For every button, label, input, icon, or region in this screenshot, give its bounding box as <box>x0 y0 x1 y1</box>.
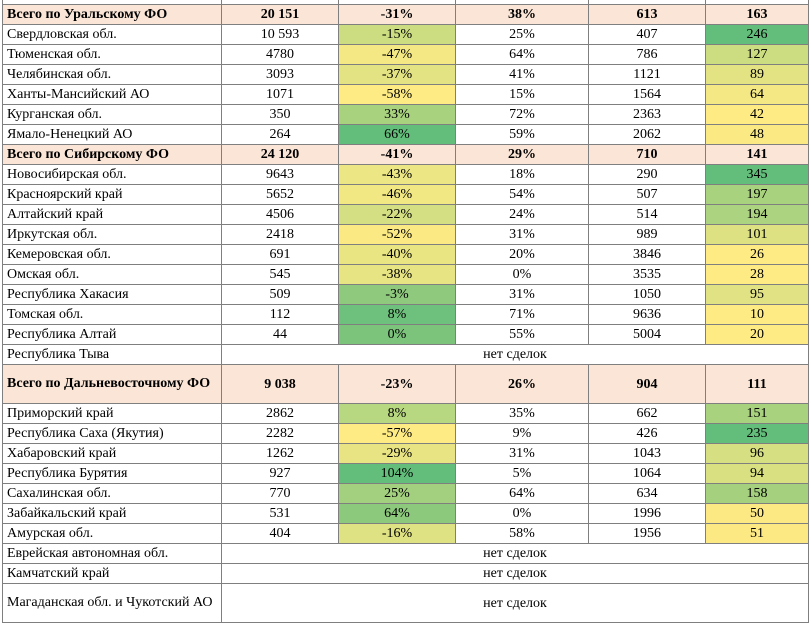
value-cell-col3: 33% <box>339 105 456 125</box>
value-cell-col2: 691 <box>222 245 339 265</box>
value-cell-col3: -40% <box>339 245 456 265</box>
value-cell-col2: 9643 <box>222 165 339 185</box>
value-cell-col3: 25% <box>339 484 456 504</box>
value-cell-col5: 9636 <box>589 305 706 325</box>
value-cell-col5: 786 <box>589 45 706 65</box>
region-name-cell: Сахалинская обл. <box>3 484 222 504</box>
value-cell-col3: 104% <box>339 464 456 484</box>
region-row <box>3 504 809 524</box>
value-cell-col4: 31% <box>456 225 589 245</box>
region-row <box>3 265 809 285</box>
region-name-cell: Республика Алтай <box>3 325 222 345</box>
value-cell-col4: 59% <box>456 125 589 145</box>
region-name-cell: Магаданская обл. и Чукотский АО <box>3 584 222 623</box>
table-body <box>3 0 809 623</box>
region-name-cell: Всего по Уральскому ФО <box>3 5 222 25</box>
value-cell-col4: 64% <box>456 484 589 504</box>
value-cell-col4: 72% <box>456 105 589 125</box>
value-cell-col6: 42 <box>706 105 809 125</box>
region-name-cell: Республика Бурятия <box>3 464 222 484</box>
value-cell-col5: 3846 <box>589 245 706 265</box>
value-cell-col2: 20 151 <box>222 5 339 25</box>
value-cell-col4: 25% <box>456 25 589 45</box>
value-cell-col3: -37% <box>339 65 456 85</box>
value-cell-col5: 290 <box>589 165 706 185</box>
value-cell-col2: 264 <box>222 125 339 145</box>
value-cell-col2: 509 <box>222 285 339 305</box>
value-cell-col5: 1121 <box>589 65 706 85</box>
region-name-cell: Республика Хакасия <box>3 285 222 305</box>
region-row <box>3 524 809 544</box>
value-cell-col5: 662 <box>589 404 706 424</box>
value-cell-col6: 141 <box>706 145 809 165</box>
value-cell-col2: 1262 <box>222 444 339 464</box>
value-cell-col3: -38% <box>339 265 456 285</box>
region-name-cell: Амурская обл. <box>3 524 222 544</box>
district-total-row <box>3 145 809 165</box>
value-cell-col2: 770 <box>222 484 339 504</box>
value-cell-col3: 66% <box>339 125 456 145</box>
value-cell-col4: 64% <box>456 45 589 65</box>
region-name-cell: Новосибирская обл. <box>3 165 222 185</box>
region-row <box>3 404 809 424</box>
value-cell-col3: -22% <box>339 205 456 225</box>
value-cell-col4: 38% <box>456 5 589 25</box>
region-row <box>3 105 809 125</box>
value-cell-col5: 710 <box>589 145 706 165</box>
value-cell-col2: 9 038 <box>222 365 339 404</box>
value-cell-col5: 507 <box>589 185 706 205</box>
region-name-cell: Ханты-Мансийский АО <box>3 85 222 105</box>
value-cell-col6: 96 <box>706 444 809 464</box>
region-row <box>3 205 809 225</box>
value-cell-col5: 1564 <box>589 85 706 105</box>
value-cell-col6: 89 <box>706 65 809 85</box>
region-name-cell: Свердловская обл. <box>3 25 222 45</box>
value-cell-col5: 3535 <box>589 265 706 285</box>
value-cell-col2: 10 593 <box>222 25 339 45</box>
region-row <box>3 85 809 105</box>
value-cell-col3: -16% <box>339 524 456 544</box>
no-deals-cell: нет сделок <box>222 544 809 564</box>
value-cell-col4: 31% <box>456 444 589 464</box>
value-cell-col5: 5004 <box>589 325 706 345</box>
value-cell-col6: 163 <box>706 5 809 25</box>
region-name-cell: Томская обл. <box>3 305 222 325</box>
value-cell-col6: 48 <box>706 125 809 145</box>
value-cell-col3: 64% <box>339 504 456 524</box>
value-cell-col3: -3% <box>339 285 456 305</box>
region-row <box>3 424 809 444</box>
region-row <box>3 305 809 325</box>
value-cell-col3: -43% <box>339 165 456 185</box>
value-cell-col5: 989 <box>589 225 706 245</box>
region-no-deals-row <box>3 345 809 365</box>
region-name-cell: Красноярский край <box>3 185 222 205</box>
value-cell-col5: 1996 <box>589 504 706 524</box>
region-row <box>3 484 809 504</box>
value-cell-col4: 26% <box>456 365 589 404</box>
value-cell-col4: 9% <box>456 424 589 444</box>
region-row <box>3 185 809 205</box>
value-cell-col2: 2282 <box>222 424 339 444</box>
region-row <box>3 325 809 345</box>
region-row <box>3 285 809 305</box>
value-cell-col6: 28 <box>706 265 809 285</box>
value-cell-col6: 51 <box>706 524 809 544</box>
value-cell-col4: 55% <box>456 325 589 345</box>
value-cell-col6: 64 <box>706 85 809 105</box>
value-cell-col2: 5652 <box>222 185 339 205</box>
region-name-cell: Курганская обл. <box>3 105 222 125</box>
region-row <box>3 45 809 65</box>
value-cell-col6: 111 <box>706 365 809 404</box>
value-cell-col3: -57% <box>339 424 456 444</box>
value-cell-col2: 4506 <box>222 205 339 225</box>
region-no-deals-row <box>3 584 809 623</box>
region-name-cell: Забайкальский край <box>3 504 222 524</box>
value-cell-col5: 2363 <box>589 105 706 125</box>
value-cell-col2: 1071 <box>222 85 339 105</box>
value-cell-col6: 127 <box>706 45 809 65</box>
district-total-row <box>3 365 809 404</box>
region-name-cell: Иркутская обл. <box>3 225 222 245</box>
no-deals-cell: нет сделок <box>222 564 809 584</box>
value-cell-col4: 0% <box>456 504 589 524</box>
value-cell-col6: 20 <box>706 325 809 345</box>
value-cell-col3: 8% <box>339 305 456 325</box>
value-cell-col6: 26 <box>706 245 809 265</box>
value-cell-col3: -46% <box>339 185 456 205</box>
value-cell-col6: 95 <box>706 285 809 305</box>
region-row <box>3 444 809 464</box>
no-deals-cell: нет сделок <box>222 345 809 365</box>
value-cell-col3: -52% <box>339 225 456 245</box>
value-cell-col6: 345 <box>706 165 809 185</box>
value-cell-col4: 58% <box>456 524 589 544</box>
value-cell-col5: 634 <box>589 484 706 504</box>
value-cell-col3: -31% <box>339 5 456 25</box>
value-cell-col3: 8% <box>339 404 456 424</box>
value-cell-col4: 41% <box>456 65 589 85</box>
region-name-cell: Приморский край <box>3 404 222 424</box>
region-no-deals-row <box>3 564 809 584</box>
value-cell-col5: 1956 <box>589 524 706 544</box>
value-cell-col2: 2418 <box>222 225 339 245</box>
region-name-cell: Хабаровский край <box>3 444 222 464</box>
region-row <box>3 245 809 265</box>
value-cell-col3: -47% <box>339 45 456 65</box>
value-cell-col4: 29% <box>456 145 589 165</box>
value-cell-col2: 3093 <box>222 65 339 85</box>
value-cell-col5: 613 <box>589 5 706 25</box>
value-cell-col2: 24 120 <box>222 145 339 165</box>
region-name-cell: Челябинская обл. <box>3 65 222 85</box>
value-cell-col4: 5% <box>456 464 589 484</box>
value-cell-col3: -23% <box>339 365 456 404</box>
region-name-cell: Еврейская автономная обл. <box>3 544 222 564</box>
value-cell-col6: 158 <box>706 484 809 504</box>
region-no-deals-row <box>3 544 809 564</box>
region-name-cell: Республика Тыва <box>3 345 222 365</box>
value-cell-col2: 927 <box>222 464 339 484</box>
value-cell-col4: 18% <box>456 165 589 185</box>
value-cell-col5: 904 <box>589 365 706 404</box>
value-cell-col4: 31% <box>456 285 589 305</box>
value-cell-col3: -29% <box>339 444 456 464</box>
value-cell-col3: -15% <box>339 25 456 45</box>
value-cell-col4: 24% <box>456 205 589 225</box>
region-name-cell: Тюменская обл. <box>3 45 222 65</box>
value-cell-col4: 20% <box>456 245 589 265</box>
value-cell-col2: 4780 <box>222 45 339 65</box>
region-name-cell: Всего по Сибирскому ФО <box>3 145 222 165</box>
value-cell-col4: 35% <box>456 404 589 424</box>
region-row <box>3 464 809 484</box>
region-row <box>3 165 809 185</box>
region-name-cell: Камчатский край <box>3 564 222 584</box>
value-cell-col2: 112 <box>222 305 339 325</box>
region-name-cell: Омская обл. <box>3 265 222 285</box>
value-cell-col6: 94 <box>706 464 809 484</box>
value-cell-col2: 404 <box>222 524 339 544</box>
value-cell-col6: 101 <box>706 225 809 245</box>
value-cell-col5: 407 <box>589 25 706 45</box>
value-cell-col5: 514 <box>589 205 706 225</box>
region-name-cell: Алтайский край <box>3 205 222 225</box>
value-cell-col2: 2862 <box>222 404 339 424</box>
value-cell-col3: -58% <box>339 85 456 105</box>
value-cell-col4: 71% <box>456 305 589 325</box>
region-row <box>3 25 809 45</box>
value-cell-col2: 545 <box>222 265 339 285</box>
value-cell-col6: 194 <box>706 205 809 225</box>
region-name-cell: Кемеровская обл. <box>3 245 222 265</box>
value-cell-col5: 1050 <box>589 285 706 305</box>
value-cell-col6: 246 <box>706 25 809 45</box>
region-row <box>3 65 809 85</box>
value-cell-col2: 531 <box>222 504 339 524</box>
value-cell-col5: 1064 <box>589 464 706 484</box>
region-name-cell: Ямало-Ненецкий АО <box>3 125 222 145</box>
regional-deals-table <box>2 0 809 623</box>
value-cell-col6: 151 <box>706 404 809 424</box>
value-cell-col4: 0% <box>456 265 589 285</box>
value-cell-col6: 10 <box>706 305 809 325</box>
district-total-row <box>3 5 809 25</box>
value-cell-col3: -41% <box>339 145 456 165</box>
value-cell-col5: 1043 <box>589 444 706 464</box>
value-cell-col6: 197 <box>706 185 809 205</box>
value-cell-col2: 44 <box>222 325 339 345</box>
region-name-cell: Всего по Дальневосточному ФО <box>3 365 222 404</box>
no-deals-cell: нет сделок <box>222 584 809 623</box>
region-row <box>3 125 809 145</box>
value-cell-col6: 235 <box>706 424 809 444</box>
value-cell-col4: 54% <box>456 185 589 205</box>
value-cell-col5: 2062 <box>589 125 706 145</box>
value-cell-col4: 15% <box>456 85 589 105</box>
region-row <box>3 225 809 245</box>
value-cell-col5: 426 <box>589 424 706 444</box>
region-name-cell: Республика Саха (Якутия) <box>3 424 222 444</box>
value-cell-col6: 50 <box>706 504 809 524</box>
value-cell-col2: 350 <box>222 105 339 125</box>
value-cell-col3: 0% <box>339 325 456 345</box>
